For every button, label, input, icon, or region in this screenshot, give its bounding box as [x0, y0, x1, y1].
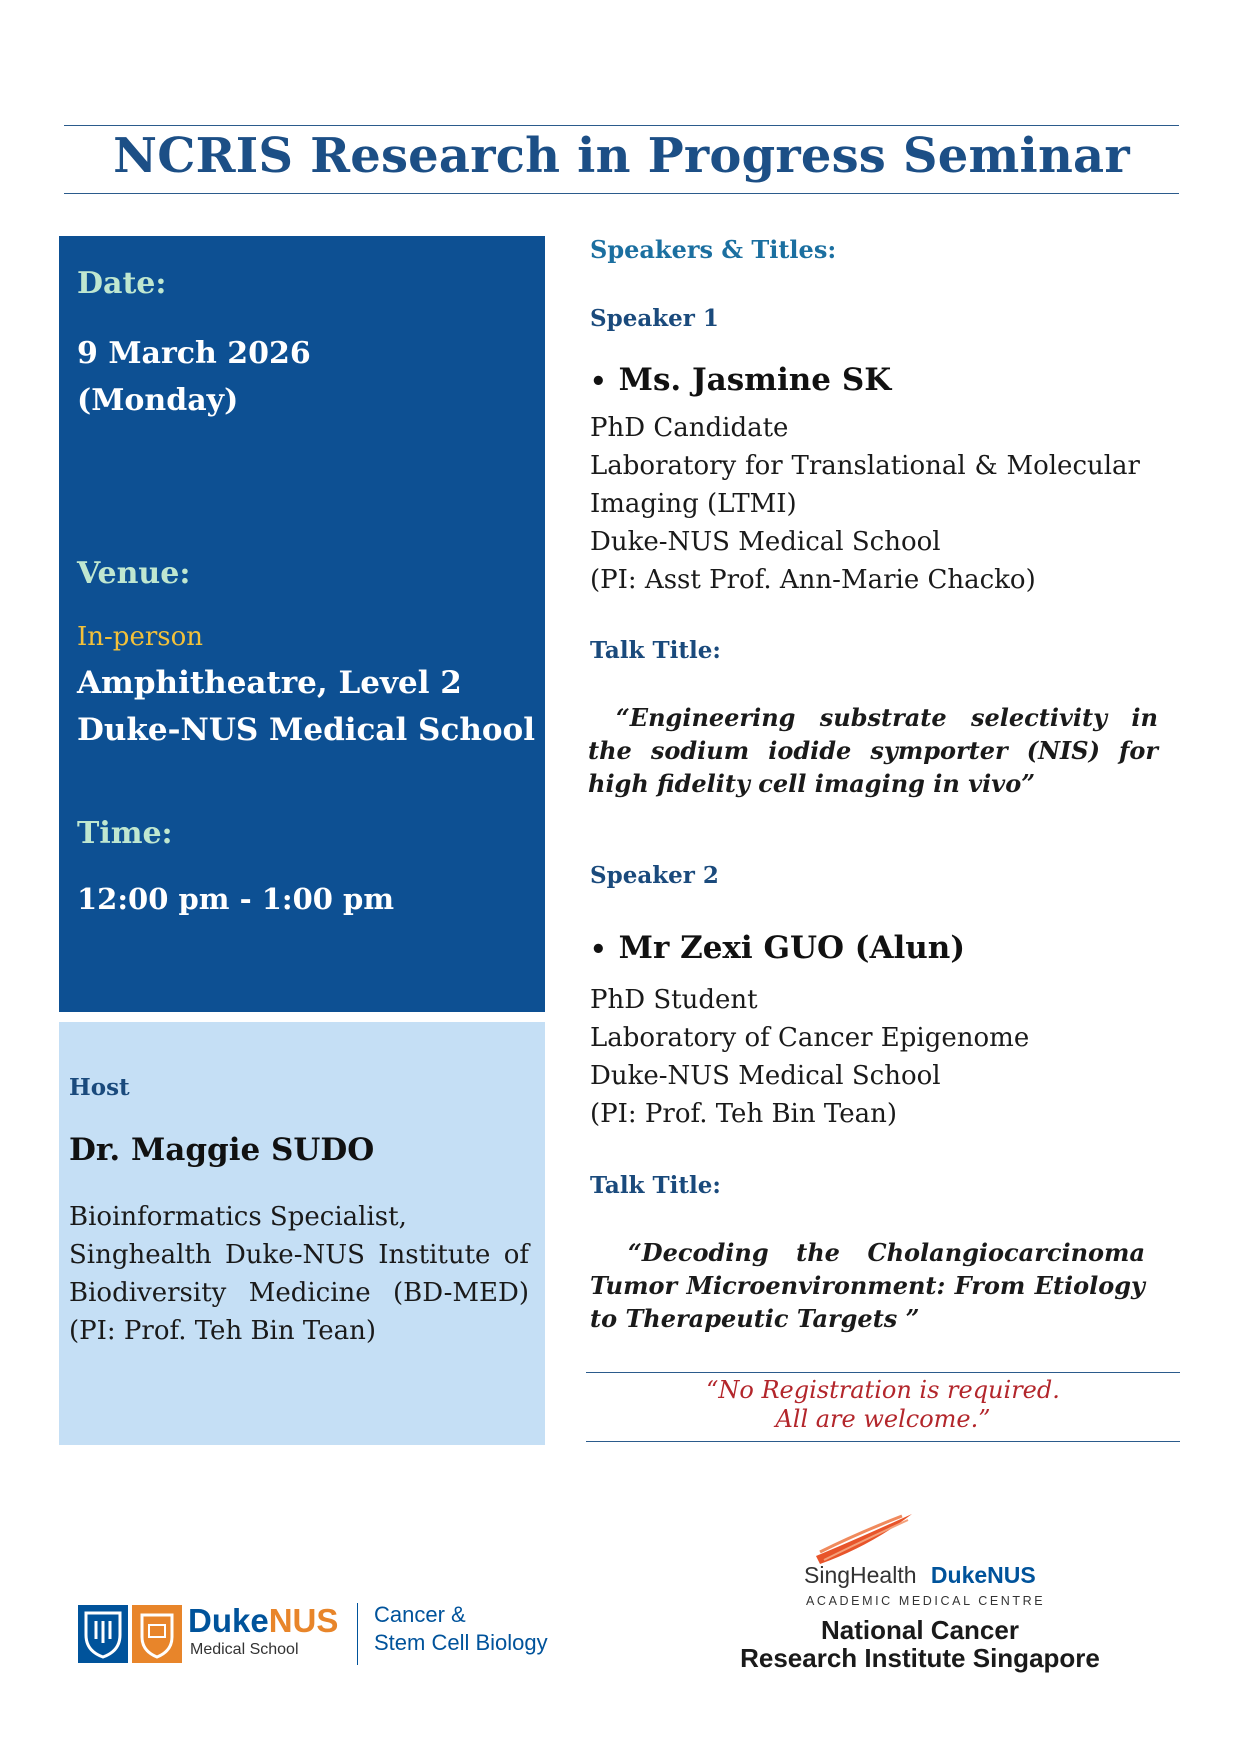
ncris-name: [730, 1616, 1110, 1672]
day-line: (Monday): [77, 383, 239, 418]
host-panel: [59, 1022, 545, 1445]
registration-notice: [586, 1376, 1180, 1434]
venue-line: Duke-NUS Medical School: [77, 712, 535, 748]
host-line: Bioinformatics Specialist,: [69, 1202, 407, 1232]
dukenus-wordmark: [188, 1603, 338, 1639]
nus-word: NUS: [268, 1602, 339, 1639]
speaker2-talk-title: “Decoding the Cholangiocarcinoma Tumor Microenvironment: From Etiology to Therapeutic Targets ”: [590, 1238, 1145, 1333]
notice-line: “No Registration is required.: [706, 1376, 1060, 1404]
dukenus-word: DukeNUS: [930, 1562, 1036, 1588]
speaker1-name-row: [590, 362, 891, 398]
time-value: 12:00 pm - 1:00 pm: [77, 882, 395, 916]
speaker2-name-row: [590, 930, 965, 966]
speaker2-line: PhD Student: [590, 985, 758, 1015]
ncris-line: National Cancer: [821, 1615, 1019, 1645]
host-affiliation: [69, 1198, 529, 1350]
speaker1-talk-label: Talk Title:: [590, 637, 721, 664]
speaker2-line: Laboratory of Cancer Epigenome: [590, 1023, 1030, 1053]
host-line: Biodiversity Medicine (BD-MED): [69, 1278, 529, 1308]
venue-mode: In-person: [77, 622, 204, 652]
speakers-heading: Speakers & Titles:: [590, 235, 837, 264]
speaker2-name: Mr Zexi GUO (Alun): [618, 930, 966, 966]
time-label: Time:: [77, 816, 173, 851]
speaker2-line: Duke-NUS Medical School: [590, 1061, 941, 1091]
nus-crest-icon: [132, 1605, 182, 1663]
header-top-rule: [64, 125, 1179, 126]
bullet-icon: •: [590, 367, 607, 397]
venue-value: [77, 660, 535, 754]
speaker1-line: Imaging (LTMI): [590, 489, 797, 519]
date-line: 9 March 2026: [77, 336, 311, 371]
host-name: Dr. Maggie SUDO: [69, 1132, 375, 1168]
notice-top-rule: [586, 1372, 1180, 1373]
speaker2-label: Speaker 2: [590, 862, 719, 889]
speaker1-line: PhD Candidate: [590, 413, 789, 443]
department-name: [374, 1601, 548, 1657]
amc-caption: ACADEMIC MEDICAL CENTRE: [806, 1594, 1046, 1608]
duke-shield-icon: [78, 1605, 128, 1663]
speaker1-name: Ms. Jasmine SK: [618, 362, 892, 398]
dukenus-logo: [78, 1602, 558, 1667]
speaker2-affiliation: [590, 981, 1140, 1133]
speaker1-talk-title: “Engineering substrate selectivity in the sodium iodide symporter (NIS) for high fidelity cell imaging in vivo”: [588, 703, 1158, 798]
department-line: Cancer &: [374, 1602, 466, 1627]
logo-divider: [357, 1603, 358, 1665]
speaker1-line: Duke-NUS Medical School: [590, 527, 941, 557]
host-line: Singhealth Duke-NUS Institute of: [69, 1240, 529, 1270]
singhealth-dukenus-wordmark: [804, 1562, 1036, 1589]
header-bottom-rule: [64, 193, 1179, 194]
date-value: [77, 330, 311, 424]
singhealth-word: SingHealth: [804, 1562, 917, 1588]
ncris-line: Research Institute Singapore: [740, 1643, 1100, 1673]
host-label: Host: [69, 1074, 130, 1101]
speaker2-line: (PI: Prof. Teh Bin Tean): [590, 1099, 897, 1129]
notice-bottom-rule: [586, 1441, 1180, 1442]
host-line: (PI: Prof. Teh Bin Tean): [69, 1316, 376, 1346]
dukenus-subtitle: Medical School: [190, 1641, 299, 1658]
ncris-logo: [730, 1512, 1110, 1687]
venue-line: Amphitheatre, Level 2: [77, 665, 462, 701]
singhealth-swoosh-icon: [810, 1512, 920, 1568]
speaker1-line: (PI: Asst Prof. Ann-Marie Chacko): [590, 565, 1036, 595]
venue-label: Venue:: [77, 556, 191, 591]
speaker2-talk-label: Talk Title:: [590, 1172, 721, 1199]
event-info-panel: [59, 236, 545, 1012]
speaker1-label: Speaker 1: [590, 305, 719, 332]
date-label: Date:: [77, 266, 167, 301]
page-title: NCRIS Research in Progress Seminar: [113, 128, 1130, 184]
notice-line: All are welcome.”: [775, 1405, 991, 1433]
speaker1-affiliation: [590, 409, 1140, 599]
department-line: Stem Cell Biology: [374, 1630, 548, 1655]
speaker1-line: Laboratory for Translational & Molecular: [590, 451, 1140, 481]
duke-word: Duke: [188, 1602, 269, 1639]
bullet-icon: •: [590, 935, 607, 965]
